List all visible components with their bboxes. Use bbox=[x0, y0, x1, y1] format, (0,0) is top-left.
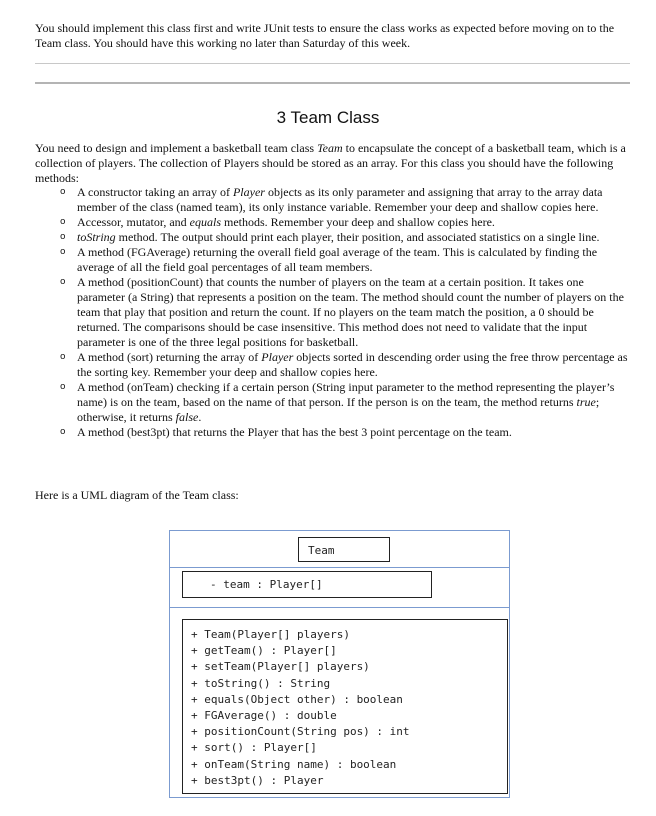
list-item: o A method (best3pt) that returns the Player that has the best 3 point percentage on the team. bbox=[60, 425, 512, 439]
uml-class-name: Team bbox=[298, 537, 390, 562]
bullet-icon: o bbox=[60, 382, 66, 392]
intro-paragraph: You should implement this class first and write JUnit tests to ensure the class works as expected before moving on to the Team class. You should have this working no later than Saturday of this week. bbox=[35, 21, 615, 50]
uml-operation: + best3pt() : Player bbox=[191, 773, 324, 787]
uml-operation: + positionCount(String pos) : int bbox=[191, 725, 410, 739]
uml-operation: + toString() : String bbox=[191, 676, 331, 690]
uml-operation: + Team(Player[] players) bbox=[191, 628, 350, 641]
uml-operation: + getTeam() : Player[] bbox=[191, 644, 337, 658]
class-name-italic: Team bbox=[317, 141, 343, 155]
bullet-icon: o bbox=[60, 427, 66, 437]
list-item: o A method (FGAverage) returning the overall field goal average of the team. This is calculated by finding the average of all the field goal percentages of all team members. bbox=[60, 245, 598, 274]
uml-operation: + FGAverage() : double bbox=[191, 709, 337, 723]
list-item: o A method (sort) returning the array of Player objects sorted in descending order using the free throw percentage as the sorting key. Remember your deep and shallow copies here. bbox=[60, 350, 628, 379]
section-divider bbox=[35, 82, 630, 84]
uml-operations bbox=[182, 619, 508, 794]
list-item: o Accessor, mutator, and equals methods. Remember your deep and shallow copies here. bbox=[60, 215, 495, 229]
bullet-icon: o bbox=[60, 187, 66, 197]
uml-attribute: - team : Player[] bbox=[182, 571, 432, 598]
uml-diagram bbox=[169, 530, 510, 798]
bullet-icon: o bbox=[60, 247, 66, 257]
list-item: o toString method. The output should print each player, their position, and associated statistics on a single line. bbox=[60, 230, 600, 244]
divider-line bbox=[35, 63, 630, 64]
uml-separator bbox=[170, 607, 509, 608]
list-item: o A method (positionCount) that counts the number of players on the team at a certain position. It takes one parameter (a String) that represents a position on the team. The method should count the number of players on the team that play that position and return the count. If no players on the team match the position, a 0 should be returned. The comparisons should be case insensitive. This method does not need to validate that the input parameter is one of the three legal positions for basketball. bbox=[60, 275, 624, 349]
section-heading: 3 Team Class bbox=[276, 108, 380, 127]
bullet-icon: o bbox=[60, 232, 66, 242]
list-item: o A method (onTeam) checking if a certain person (String input parameter to the method representing the player’s name) is on the team, based on the name of that person. If the person is on the team, the method returns true; otherwise, it returns false. bbox=[60, 380, 615, 424]
uml-operation: + setTeam(Player[] players) bbox=[191, 660, 370, 674]
method-list bbox=[60, 185, 630, 440]
uml-intro-text: Here is a UML diagram of the Team class: bbox=[35, 488, 239, 502]
uml-operation: + equals(Object other) : boolean bbox=[191, 692, 403, 706]
bullet-icon: o bbox=[60, 217, 66, 227]
uml-separator bbox=[170, 567, 509, 568]
list-item: o A constructor taking an array of Player objects as its only parameter and assigning that array to the array data member of the class (named team), its only instance variable. Remember your deep and shallow copies here. bbox=[60, 185, 603, 214]
bullet-icon: o bbox=[60, 277, 66, 287]
bullet-icon: o bbox=[60, 352, 66, 362]
uml-operation: + sort() : Player[] bbox=[191, 741, 317, 755]
description-paragraph: You need to design and implement a basketball team class Team to encapsulate the concept of a basketball team, which is a collection of players. The collection of Players should be stored as an array. For this class you should have the following methods: bbox=[35, 141, 626, 185]
uml-operation: + onTeam(String name) : boolean bbox=[191, 757, 397, 771]
